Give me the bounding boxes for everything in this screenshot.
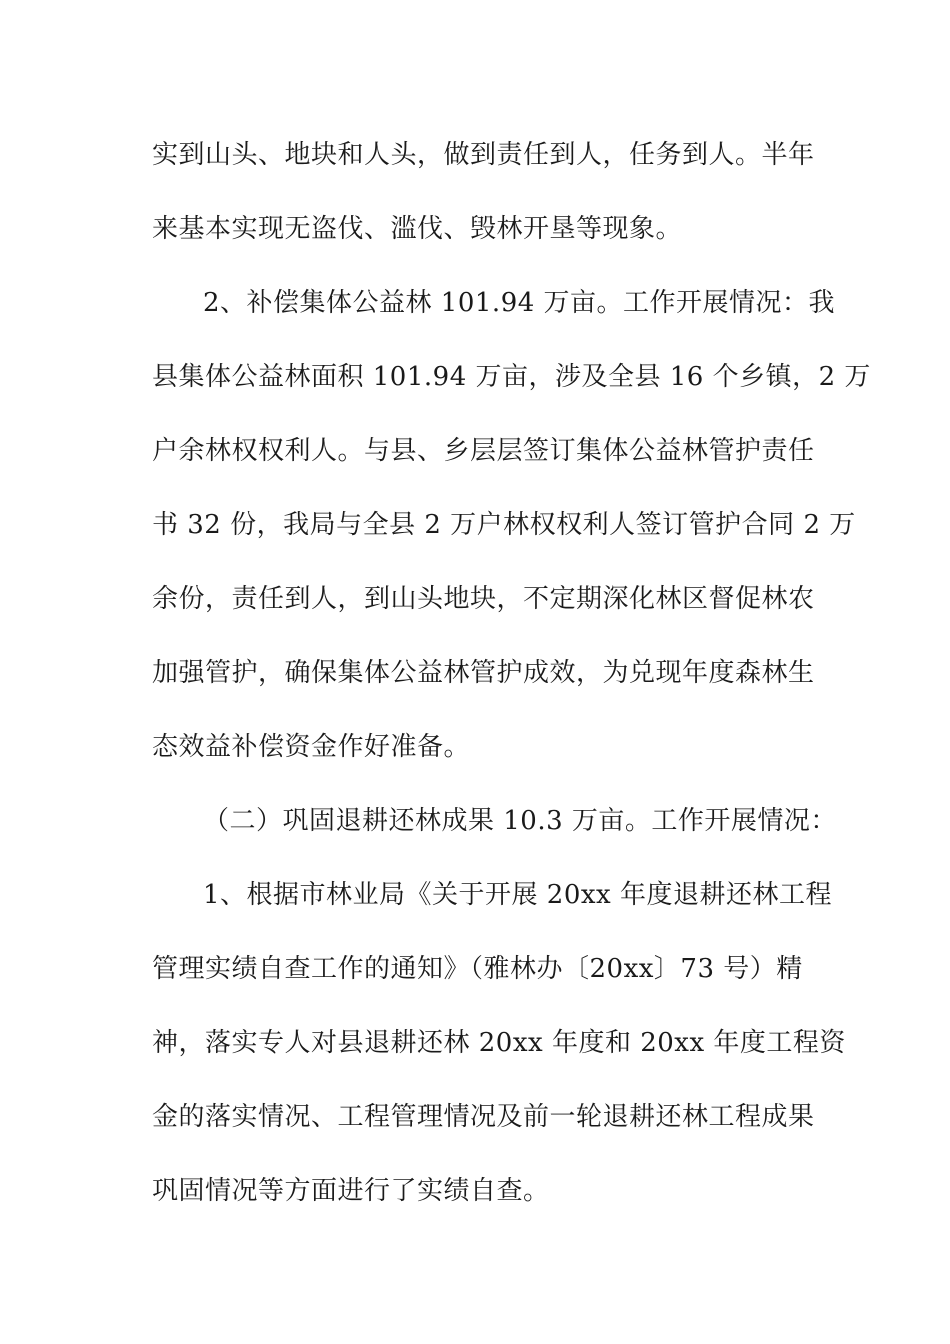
- text-line: 来基本实现无盗伐、滥伐、毁林开垦等现象。: [152, 214, 683, 244]
- text-line: 巩固情况等方面进行了实绩自查。: [152, 1176, 550, 1206]
- text-line: 加强管护，确保集体公益林管护成效，为兑现年度森林生: [152, 658, 815, 688]
- text-line: 户余林权权利人。与县、乡层层签订集体公益林管护责任: [152, 436, 815, 466]
- section-heading: （二）巩固退耕还林成果 10.3 万亩。工作开展情况：: [203, 806, 837, 836]
- text-line: 余份，责任到人，到山头地块，不定期深化林区督促林农: [152, 584, 815, 614]
- text-line: 2、补偿集体公益林 101.94 万亩。工作开展情况：我: [203, 288, 836, 318]
- text-line: 态效益补偿资金作好准备。: [152, 732, 471, 762]
- text-line: 神，落实专人对县退耕还林 20xx 年度和 20xx 年度工程资: [152, 1028, 846, 1058]
- text-line: 1、根据市林业局《关于开展 20xx 年度退耕还林工程: [203, 880, 832, 910]
- text-line: 管理实绩自查工作的通知》（雅林办〔20xx〕73 号）精: [152, 954, 803, 984]
- text-line: 实到山头、地块和人头，做到责任到人，任务到人。半年: [152, 140, 815, 170]
- text-line: 书 32 份，我局与全县 2 万户林权权利人签订管护合同 2 万: [152, 510, 856, 540]
- text-line: 县集体公益林面积 101.94 万亩，涉及全县 16 个乡镇，2 万: [152, 362, 871, 392]
- text-line: 金的落实情况、工程管理情况及前一轮退耕还林工程成果: [152, 1102, 815, 1132]
